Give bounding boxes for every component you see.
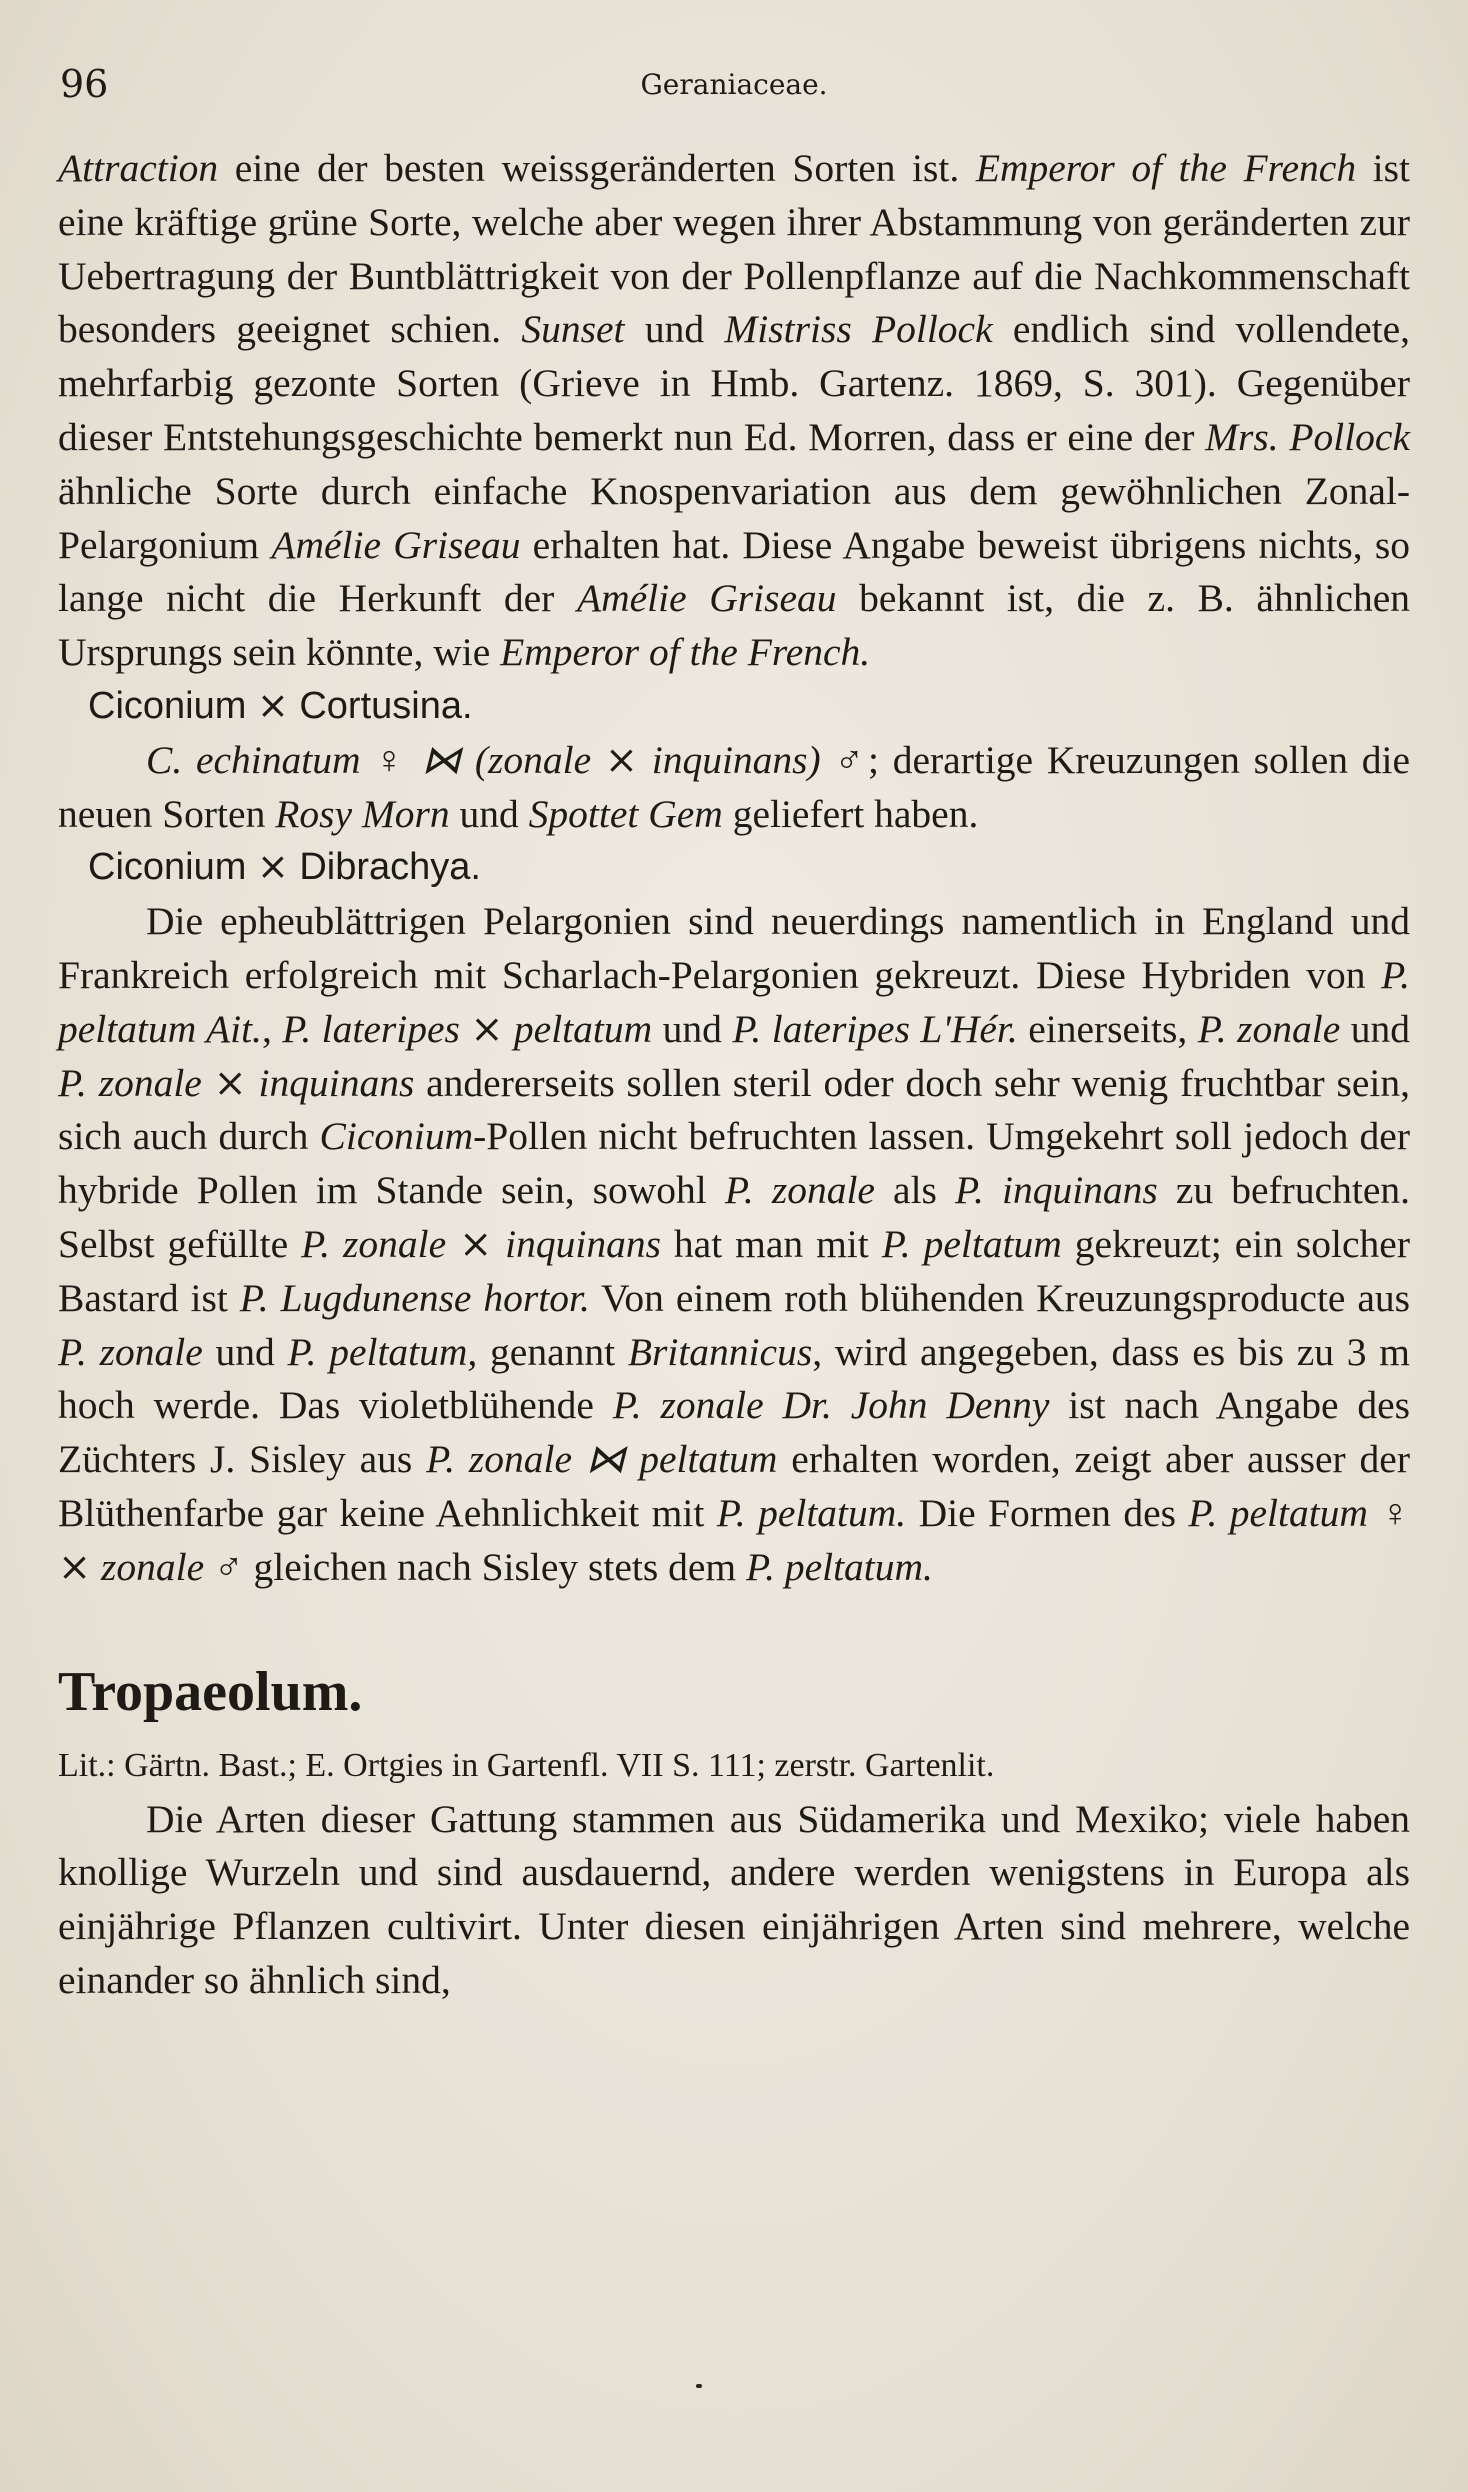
text-run: Die Formen des xyxy=(906,1490,1189,1535)
italic-run: P. Lugdunense hortor. xyxy=(239,1275,590,1320)
italic-run: P. peltatum xyxy=(881,1221,1062,1266)
text-run: und xyxy=(652,1006,733,1051)
paragraph-emperor-of-the-french xyxy=(58,142,1410,680)
italic-run: Mistriss Pollock xyxy=(724,307,993,352)
italic-run: Emperor of the French. xyxy=(500,630,871,675)
italic-run: P. zonale ⋈ peltatum xyxy=(426,1437,778,1482)
paragraph-echinatum xyxy=(58,734,1410,842)
italic-run: P. zonale xyxy=(58,1329,203,1374)
italic-run: P. inquinans xyxy=(955,1168,1158,1213)
section-title-tropaeolum: Tropaeolum. xyxy=(58,1660,363,1723)
italic-run: P. peltatum Ait. xyxy=(58,952,1410,1051)
text-run: und xyxy=(624,307,725,352)
italic-run: Rosy Morn xyxy=(275,791,450,836)
italic-run: Ciconium xyxy=(319,1114,474,1159)
text-run: , xyxy=(261,1006,283,1051)
text-run: , wird angegeben, dass es bis zu 3 m hoch werde. Das violetblühende xyxy=(58,1329,1410,1428)
paragraph-tropaeolum-intro xyxy=(58,1793,1410,2008)
text-run: geliefert haben. xyxy=(722,791,979,836)
italic-run: P. peltatum. xyxy=(716,1490,907,1535)
italic-run: Emperor of the French xyxy=(975,146,1357,190)
text-run: endlich sind vollendete, mehrfarbig gezonte Sorten (Grieve in Hmb. Gartenz. 1869, S. 301). Gegenüber dieser Entstehungsgeschichte bemerkt nun Ed. Morren, dass er eine der xyxy=(58,307,1410,459)
italic-run: P. peltatum, xyxy=(287,1329,478,1374)
italic-run: Mrs. Pollock xyxy=(1205,414,1410,459)
italic-run: P. lateripes L'Hér. xyxy=(732,1006,1018,1051)
text-run: -Pollen nicht befruchten lassen. Umgekehrt soll jedoch der hybride Pollen im Stande sein, sowohl xyxy=(58,1114,1410,1213)
text-run: hat man mit xyxy=(660,1221,882,1266)
text-run: einerseits, xyxy=(1017,1006,1198,1051)
italic-run: Amélie Griseau xyxy=(271,522,521,567)
heading-ciconium-cortusina: Ciconium ⨯ Cortusina. xyxy=(88,684,473,727)
page-number: 96 xyxy=(60,62,109,106)
text-run: genannt xyxy=(477,1329,628,1374)
text-run: eine der besten weissgeränderten Sorten ist. xyxy=(218,146,976,190)
italic-run: P. zonale xyxy=(724,1168,875,1213)
text-run: gekreuzt; ein solcher Bastard ist xyxy=(58,1221,1410,1320)
text-run: gleichen nach Sisley stets dem xyxy=(243,1544,747,1589)
running-head: Geraniaceae. xyxy=(640,68,828,101)
italic-run: P. zonale ⨯ inquinans xyxy=(301,1221,661,1266)
text-run: Die epheublättrigen Pelargonien sind neuerdings namentlich in England und Frankreich erfolgreich mit Scharlach-Pelargonien gekreuzt. Diese Hybriden von xyxy=(58,899,1410,997)
text-run: Die Arten dieser Gattung stammen aus Südamerika und Mexiko; viele haben knollige Wurzeln und sind ausdauernd, andere werden wenigstens in Europa als einjährige Pflanzen cultivirt. Unter diesen einjährigen Arten sind mehrere, welche einander so ähnlich sind, xyxy=(58,1796,1410,2002)
paragraph-epheublaettrige-pelargonien xyxy=(58,895,1410,1594)
italic-run: Britannicus xyxy=(627,1329,813,1374)
text-run: zu befruchten. Selbst gefüllte xyxy=(58,1168,1410,1266)
text-run: und xyxy=(449,791,529,836)
text-run: ist nach Angabe des Züchters J. Sisley aus xyxy=(58,1383,1411,1482)
text-run: andererseits sollen steril oder doch sehr wenig fruchtbar sein, sich auch durch xyxy=(58,1060,1410,1159)
heading-ciconium-dibrachya: Ciconium ⨯ Dibrachya. xyxy=(88,846,481,889)
page-header xyxy=(60,62,1408,122)
italic-run: P. zonale xyxy=(1197,1006,1341,1051)
text-run: ähnliche Sorte durch einfache Knospenvariation aus dem gewöhnlichen Zonal-Pelargonium xyxy=(58,468,1410,567)
italic-run: P. zonale ⨯ inquinans xyxy=(58,1060,415,1105)
text-run: und xyxy=(1340,1006,1410,1051)
text-run: ist eine kräftige grüne Sorte, welche aber wegen ihrer Abstammung von geränderten zur Uebertragung der Buntblättrigkeit von der Pollenpflanze auf die Nachkommenschaft besonders geeignet schien. xyxy=(58,146,1410,352)
italic-run: P. zonale Dr. John Denny xyxy=(612,1383,1050,1428)
body-text xyxy=(58,142,1410,2008)
italic-run: Amélie Griseau xyxy=(576,576,837,621)
italic-run: P. peltatum ♀ ⨯ zonale ♂ xyxy=(58,1490,1410,1589)
text-run: und xyxy=(202,1329,288,1374)
text-run: bekannt ist, die z. B. ähnlichen Ursprungs sein könnte, wie xyxy=(58,576,1410,675)
literature-note: Lit.: Gärtn. Bast.; E. Ortgies in Gartenfl. VII S. 111; zerstr. Gartenlit. xyxy=(58,1746,995,1784)
italic-run: Sunset xyxy=(521,307,625,352)
text-run: erhalten worden, zeigt aber ausser der Blüthenfarbe gar keine Aehnlichkeit mit xyxy=(58,1437,1410,1535)
italic-run: Spottet Gem xyxy=(528,791,723,836)
text-run: erhalten hat. Diese Angabe beweist übrigens nichts, so lange nicht die Herkunft der xyxy=(58,522,1410,621)
italic-run: P. lateripes ⨯ peltatum xyxy=(282,1006,653,1051)
text-run: als xyxy=(874,1168,955,1213)
text-run: Von einem roth blühenden Kreuzungsproducte aus xyxy=(589,1275,1411,1320)
page-mark xyxy=(696,2384,702,2388)
text-run: ; derartige Kreuzungen sollen die neuen Sorten xyxy=(58,737,1410,836)
italic-run: C. echinatum ♀ ⋈ (zonale ⨯ inquinans) ♂ xyxy=(146,737,868,782)
italic-run: Attraction xyxy=(58,146,219,190)
italic-run: P. peltatum. xyxy=(746,1544,933,1589)
